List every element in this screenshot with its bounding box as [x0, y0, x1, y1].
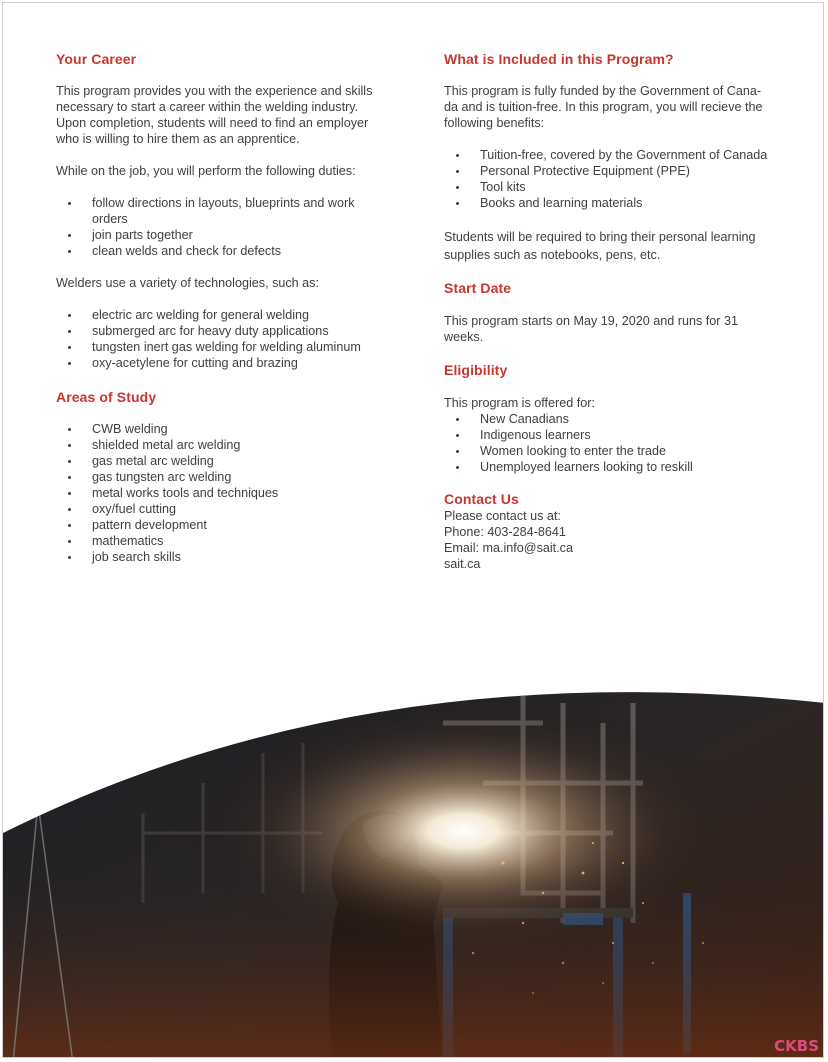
contact-details — [444, 508, 573, 572]
email-address: Email: ma.info@sait.ca — [444, 541, 573, 555]
list-item: CWB welding — [56, 421, 396, 437]
list-item: pattern development — [56, 517, 396, 533]
benefits-list — [444, 147, 784, 211]
text-line: who is willing to hire them as an apprentice. — [56, 132, 300, 146]
list-item: clean welds and check for defects — [56, 243, 396, 259]
list-item: Indigenous learners — [444, 427, 784, 443]
list-item: shielded metal arc welding — [56, 437, 396, 453]
list-item: electric arc welding for general welding — [56, 307, 396, 323]
list-item: Books and learning materials — [444, 195, 784, 211]
text-line: This program is fully funded by the Government of Cana- — [444, 84, 762, 98]
list-item: join parts together — [56, 227, 396, 243]
brochure-page — [2, 2, 824, 1058]
list-item: Unemployed learners looking to reskill — [444, 459, 784, 475]
text-line: supplies such as notebooks, pens, etc. — [444, 248, 661, 262]
list-item: New Canadians — [444, 411, 784, 427]
text-line: da and is tuition-free. In this program, you will recieve the — [444, 100, 763, 114]
list-item: gas tungsten arc welding — [56, 469, 396, 485]
list-item: metal works tools and techniques — [56, 485, 396, 501]
list-item: gas metal arc welding — [56, 453, 396, 469]
list-item: follow directions in layouts, blueprints and work orders — [56, 195, 396, 227]
text-line: This program starts on May 19, 2020 and runs for 31 — [444, 314, 739, 328]
list-item: mathematics — [56, 533, 396, 549]
duties-intro: While on the job, you will perform the following duties: — [56, 164, 356, 178]
list-item: tungsten inert gas welding for welding aluminum — [56, 339, 396, 355]
technologies-intro: Welders use a variety of technologies, such as: — [56, 276, 319, 290]
text-line: weeks. — [444, 330, 484, 344]
text-line: following benefits: — [444, 116, 545, 130]
contact-heading: Contact Us — [444, 491, 519, 507]
contact-line: Please contact us at: — [444, 509, 561, 523]
phone-number: Phone: 403-284-8641 — [444, 525, 566, 539]
text-line: Upon completion, students will need to find an employer — [56, 116, 369, 130]
list-item: Tool kits — [444, 179, 784, 195]
list-item: oxy/fuel cutting — [56, 501, 396, 517]
eligibility-list — [444, 411, 784, 475]
watermark-logo: CKBS — [774, 1037, 819, 1055]
text-line: This program provides you with the experience and skills — [56, 84, 373, 98]
duties-list — [56, 195, 396, 259]
technologies-list — [56, 307, 396, 371]
list-item: job search skills — [56, 549, 396, 565]
your-career-intro — [56, 83, 372, 147]
eligibility-intro: This program is offered for: — [444, 396, 595, 410]
list-item: oxy-acetylene for cutting and brazing — [56, 355, 396, 371]
list-item: Women looking to enter the trade — [444, 443, 784, 459]
areas-of-study-list — [56, 421, 396, 565]
start-date-text — [444, 313, 738, 345]
list-item: submerged arc for heavy duty applications — [56, 323, 396, 339]
your-career-heading: Your Career — [56, 51, 137, 67]
start-date-heading: Start Date — [444, 280, 512, 296]
areas-of-study-heading: Areas of Study — [56, 389, 157, 405]
welding-photo — [3, 663, 824, 1058]
eligibility-heading: Eligibility — [444, 362, 508, 378]
list-item: Personal Protective Equipment (PPE) — [444, 163, 784, 179]
website: sait.ca — [444, 557, 481, 571]
included-heading: What is Included in this Program? — [444, 51, 674, 67]
list-item: Tuition-free, covered by the Government of Canada — [444, 147, 784, 163]
included-intro — [444, 83, 763, 131]
text-line: necessary to start a career within the welding industry. — [56, 100, 359, 114]
supplies-note — [444, 228, 756, 264]
text-line: Students will be required to bring their personal learning — [444, 230, 756, 244]
